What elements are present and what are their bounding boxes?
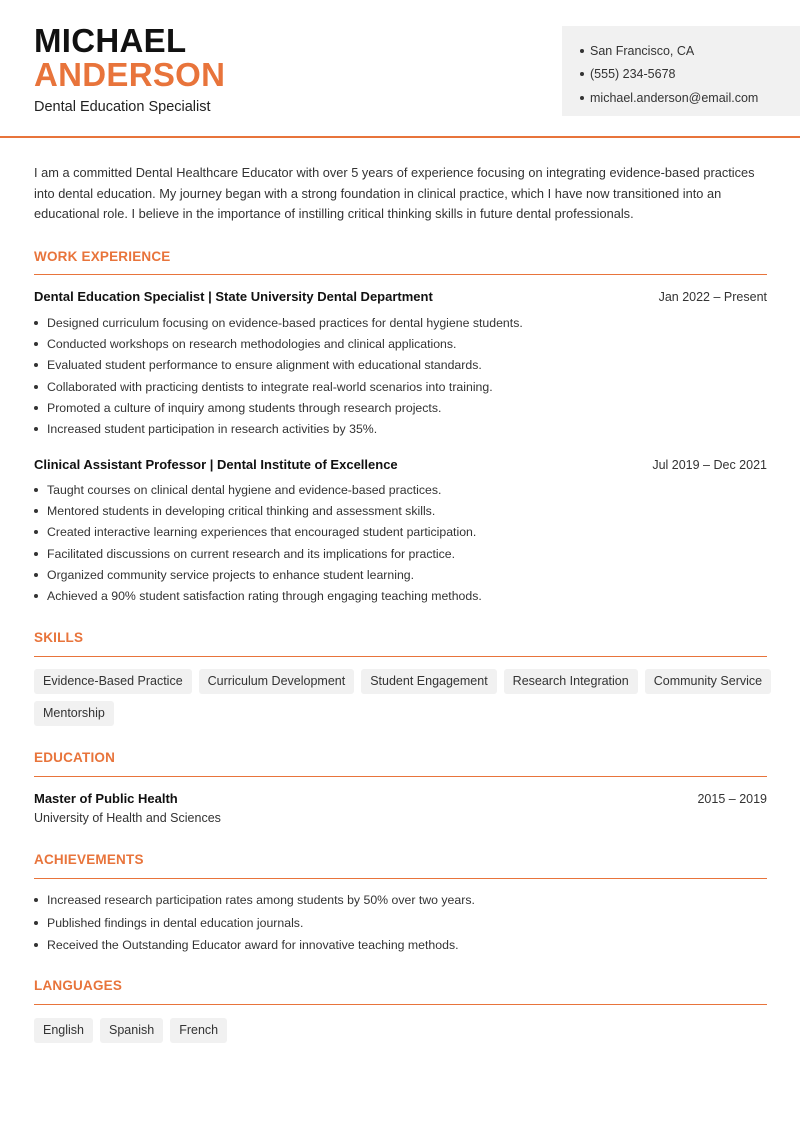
language-tag: French	[170, 1018, 227, 1043]
list-item	[34, 500, 767, 521]
bullet-text: Evaluated student performance to ensure alignment with educational standards.	[47, 358, 482, 373]
section-title-languages: LANGUAGES	[34, 978, 123, 993]
bullet-text: Facilitated discussions on current research and its implications for practice.	[47, 546, 456, 561]
job-header	[34, 289, 767, 304]
degree: Master of Public Health	[34, 791, 178, 806]
bullet-icon	[34, 573, 38, 577]
bullet-icon	[34, 509, 38, 513]
bullet-icon	[580, 96, 584, 100]
list-item	[34, 397, 767, 418]
list-item	[34, 376, 767, 397]
bullet-icon	[580, 49, 584, 53]
list-item	[34, 479, 767, 500]
job-dates: Jul 2019 – Dec 2021	[652, 458, 767, 472]
list-item	[34, 889, 767, 912]
job-role: Dental Education Specialist | State University Dental Department	[34, 289, 433, 304]
list-item	[34, 355, 767, 376]
last-name: ANDERSON	[34, 56, 226, 93]
list-item	[34, 912, 767, 935]
bullet-text: Created interactive learning experiences that encouraged student participation.	[47, 525, 477, 540]
first-name: MICHAEL	[34, 22, 187, 59]
skill-tag: Curriculum Development	[199, 669, 355, 694]
phone-text: (555) 234-5678	[590, 67, 676, 82]
bullet-text: Promoted a culture of inquiry among students through research projects.	[47, 400, 442, 415]
language-tag: English	[34, 1018, 93, 1043]
bullet-text: Conducted workshops on research methodologies and clinical applications.	[47, 336, 457, 351]
skill-tag: Evidence-Based Practice	[34, 669, 192, 694]
skill-tag: Community Service	[645, 669, 771, 694]
job-role: Clinical Assistant Professor | Dental Institute of Excellence	[34, 457, 398, 472]
list-item	[34, 522, 767, 543]
bullet-text: Collaborated with practicing dentists to integrate real-world scenarios into training.	[47, 379, 493, 394]
education-header	[34, 791, 767, 806]
list-item	[34, 564, 767, 585]
bullet-text: Taught courses on clinical dental hygiene and evidence-based practices.	[47, 482, 442, 497]
skill-tag: Mentorship	[34, 701, 114, 726]
school-name: University of Health and Sciences	[34, 811, 221, 825]
bullet-icon	[34, 363, 38, 367]
bullet-text: Achieved a 90% student satisfaction rating through engaging teaching methods.	[47, 589, 482, 604]
list-item	[34, 312, 767, 333]
list-item	[34, 333, 767, 354]
contact-phone	[562, 63, 800, 87]
section-divider	[34, 1004, 767, 1005]
section-title-achievements: ACHIEVEMENTS	[34, 852, 144, 867]
section-title-work-experience: WORK EXPERIENCE	[34, 249, 171, 264]
list-item	[34, 543, 767, 564]
section-divider	[34, 776, 767, 777]
section-divider	[34, 878, 767, 879]
skill-tag: Research Integration	[504, 669, 638, 694]
location-text: San Francisco, CA	[590, 43, 695, 58]
bullet-icon	[34, 921, 38, 925]
contact-email	[562, 86, 800, 110]
resume-header	[0, 0, 800, 138]
contact-box	[562, 26, 800, 116]
bullet-icon	[34, 488, 38, 492]
section-divider	[34, 656, 767, 657]
bullet-icon	[34, 898, 38, 902]
job-dates: Jan 2022 – Present	[658, 290, 767, 304]
job-title: Dental Education Specialist	[34, 99, 211, 115]
skills-list	[34, 669, 774, 726]
list-item	[34, 418, 767, 439]
bullet-text: Organized community service projects to enhance student learning.	[47, 567, 415, 582]
bullet-icon	[34, 594, 38, 598]
bullet-icon	[580, 72, 584, 76]
skill-tag: Student Engagement	[361, 669, 496, 694]
education-dates: 2015 – 2019	[697, 792, 767, 806]
bullet-icon	[34, 321, 38, 325]
achievements-list	[34, 889, 767, 957]
language-tag: Spanish	[100, 1018, 163, 1043]
bullet-icon	[34, 552, 38, 556]
bullet-text: Increased research participation rates among students by 50% over two years.	[47, 893, 475, 908]
job-header	[34, 457, 767, 472]
languages-list	[34, 1018, 774, 1043]
section-title-education: EDUCATION	[34, 750, 116, 765]
bullet-text: Mentored students in developing critical thinking and assessment skills.	[47, 503, 436, 518]
bullet-text: Received the Outstanding Educator award for innovative teaching methods.	[47, 938, 459, 953]
section-divider	[34, 274, 767, 275]
bullet-icon	[34, 530, 38, 534]
profile-summary: I am a committed Dental Healthcare Educator with over 5 years of experience focusing on integrating evidence-based practices into dental education. My journey began with a strong foundation in clinical practice, which I have now transitioned into an educational role. I believe in the importance of instilling critical thinking skills in future dental professionals.	[34, 165, 755, 221]
contact-location	[562, 39, 800, 63]
list-item	[34, 934, 767, 957]
job-bullets	[34, 479, 767, 607]
bullet-text: Increased student participation in research activities by 35%.	[47, 422, 378, 437]
list-item	[34, 585, 767, 606]
bullet-text: Published findings in dental education journals.	[47, 915, 304, 930]
bullet-icon	[34, 943, 38, 947]
section-title-skills: SKILLS	[34, 630, 84, 645]
bullet-icon	[34, 427, 38, 431]
job-bullets	[34, 312, 767, 440]
bullet-icon	[34, 342, 38, 346]
bullet-icon	[34, 406, 38, 410]
bullet-text: Designed curriculum focusing on evidence-based practices for dental hygiene students.	[47, 315, 523, 330]
email-text: michael.anderson@email.com	[590, 90, 759, 105]
bullet-icon	[34, 385, 38, 389]
